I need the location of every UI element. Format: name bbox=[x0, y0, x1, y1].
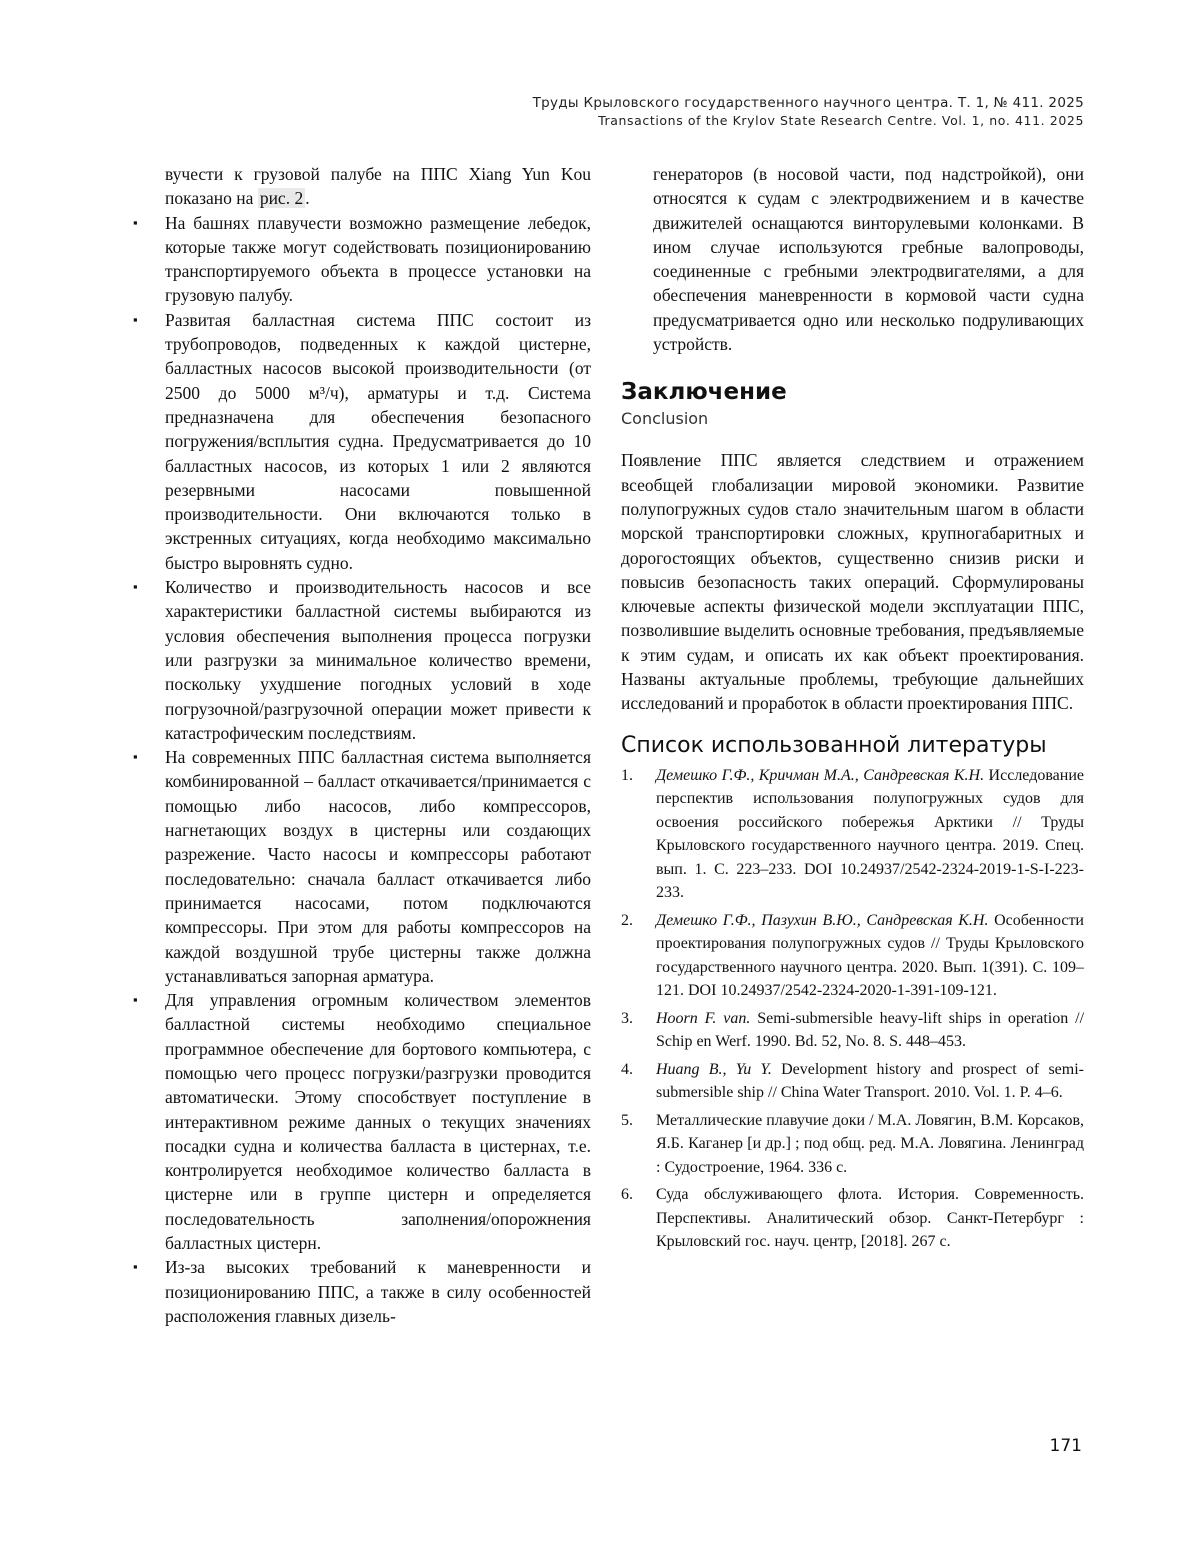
reference-number: 6. bbox=[621, 1186, 633, 1204]
reference-text: Металлические плавучие доки / М.А. Ловягин, В.М. Корсаков, Я.Б. Каганер [и др.] ; под общ. ред. М.А. Ловягина. Ленинград : Судостроение, 1964. 336 с. bbox=[656, 1111, 1084, 1176]
continued-paragraph bbox=[133, 162, 591, 211]
running-header bbox=[533, 94, 1084, 130]
reference-text: Semi-submersible heavy-lift ships in operation // Schip en Werf. 1990. Bd. 52, No. 8. S. 448–453. bbox=[656, 1009, 1085, 1051]
list-item-text: Развитая балластная система ППС состоит из трубопроводов, подведенных к каждой цистерне, балластных насосов высокой производительности (от 2500 до 5000 м³/ч), арматуры и т.д. Система предназначена для обеспечения безопасного погружения/всплытия судна. Предусматривается до 10 балластных насосов, из которых 1 или 2 являются резервными насосами повышенной производительности. Они включаются только в экстренных ситуациях, когда необходимо максимально быстро выровнять судно. bbox=[165, 309, 591, 573]
bullet-icon: ▪ bbox=[133, 579, 138, 595]
reference-item bbox=[621, 909, 1084, 1003]
conclusion-paragraph: Появление ППС является следствием и отражением всеобщей глобализации мировой экономики. Развитие полупогружных судов стало значительным шагом в области морской транспортировки сложных, крупногабаритных и дорогостоящих объектов, существенно снизив риски и повысив безопасность таких операций. Сформулированы ключевые аспекты физической модели эксплуатации ППС, позволившие выделить основные требования, предъявляемые к этим судам, и описать их как объект проектирования. Названы актуальные проблемы, требующие дальнейших исследований и проработок в области проектирования ППС. bbox=[621, 450, 1084, 714]
header-english: Transactions of the Krylov State Research Centre. Vol. 1, no. 411. 2025 bbox=[598, 113, 1084, 128]
reference-item bbox=[621, 1109, 1084, 1180]
list-item-text: Из-за высоких требований к маневренности и позиционированию ППС, а также в силу особенностей расположения главных дизель- bbox=[165, 1257, 591, 1326]
reference-text: Суда обслуживающего флота. История. Современность. Перспективы. Аналитический обзор. Санкт-Петербург : Крыловский гос. науч. центр, [2018]. 267 с. bbox=[656, 1186, 1084, 1251]
header-russian: Труды Крыловского государственного научного центра. Т. 1, № 411. 2025 bbox=[532, 95, 1084, 111]
list-item bbox=[133, 988, 591, 1255]
list-item-text: Количество и производительность насосов и все характеристики балластной системы выбираются из условия обеспечения выполнения процесса погрузки или разгрузки за минимальное количество времени, поскольку ухудшение погодных условий в ходе погрузочной/разгрузочной операции может привести к катастрофическим последствиям. bbox=[165, 577, 591, 743]
bullet-icon: ▪ bbox=[133, 1259, 138, 1275]
list-item bbox=[133, 211, 591, 308]
continued-text-end: . bbox=[305, 188, 310, 209]
reference-number: 5. bbox=[621, 1111, 633, 1129]
reference-authors: Демешко Г.Ф., Пазухин В.Ю., Сандревская К.Н. bbox=[656, 911, 989, 929]
figure-link[interactable]: рис. 2 bbox=[259, 188, 304, 209]
conclusion-subheading: Conclusion bbox=[621, 409, 709, 429]
references-heading: Список использованной литературы bbox=[621, 732, 1047, 758]
list-item bbox=[133, 745, 591, 988]
reference-text: Исследование перспектив использования полупогружных судов для освоения российского побережья Арктики // Труды Крыловского государственного научного центра. 2019. Спец. вып. 1. С. 223–233. DOI 10.24937/2542-2324-2019-1-S-I-223-233. bbox=[656, 766, 1084, 902]
list-item-text: На современных ППС балластная система выполняется комбинированной – балласт откачивается/принимается с помощью либо насосов, либо компрессоров, нагнетающих воздух в цистерны или создающих разрежение. Часто насосы и компрессоры работают последовательно: сначала балласт откачивается либо принимается насосами, потом подключаются компрессоры. При этом для работы компрессоров на каждой воздушной трубе цистерны также должна устанавливаться запорная арматура. bbox=[165, 747, 591, 986]
list-item bbox=[133, 1255, 591, 1328]
left-column bbox=[133, 162, 591, 1328]
page-number: 171 bbox=[1049, 1436, 1082, 1456]
continued-text: вучести к грузовой палубе на ППС Xiang Yun Kou показано на bbox=[165, 164, 591, 209]
references-list bbox=[621, 764, 1084, 1254]
list-item bbox=[133, 575, 591, 745]
conclusion-heading: Заключение bbox=[621, 379, 787, 406]
reference-number: 4. bbox=[621, 1060, 633, 1078]
reference-number: 1. bbox=[621, 766, 633, 784]
list-item-text: На башнях плавучести возможно размещение лебедок, которые также могут содействовать позиционированию транспортируемого объекта в процессе установки на грузовую палубу. bbox=[165, 212, 591, 306]
reference-item bbox=[621, 764, 1084, 905]
reference-item bbox=[621, 1183, 1084, 1254]
bullet-icon: ▪ bbox=[133, 749, 138, 765]
list-item bbox=[133, 308, 591, 575]
bullet-icon: ▪ bbox=[133, 992, 138, 1008]
reference-authors: Демешко Г.Ф., Кричман М.А., Сандревская К.Н. bbox=[656, 766, 985, 784]
reference-item bbox=[621, 1007, 1084, 1054]
reference-text: Особенности проектирования полупогружных судов // Труды Крыловского государственного научного центра. 2020. Вып. 1(391). С. 109–121. DOI 10.24937/2542-2324-2020-1-391-109-121. bbox=[656, 911, 1084, 1000]
right-column bbox=[621, 162, 1084, 1258]
bullet-icon: ▪ bbox=[133, 311, 138, 327]
reference-number: 3. bbox=[621, 1009, 633, 1027]
reference-item bbox=[621, 1058, 1084, 1105]
reference-text: Development history and prospect of semi-submersible ship // China Water Transport. 2010. Vol. 1. P. 4–6. bbox=[656, 1060, 1085, 1102]
bullet-list bbox=[133, 211, 591, 1329]
reference-authors: Hoorn F. van. bbox=[656, 1009, 751, 1027]
bullet-icon: ▪ bbox=[133, 214, 138, 230]
continued-paragraph: генераторов (в носовой части, под надстройкой), они относятся к судам с электродвижением и в качестве движителей оснащаются винторулевыми колонками. В ином случае используются гребные валопроводы, соединенные с гребными электродвигателями, а для обеспечения маневренности в кормовой части судна предусматривается одно или несколько подруливающих устройств. bbox=[653, 164, 1084, 355]
list-item-text: Для управления огромным количеством элементов балластной системы необходимо специальное программное обеспечение для бортового компьютера, с помощью чего процесс погрузки/разгрузки проводится автоматически. Этому способствует поступление в интерактивном режиме данных о текущих значениях посадки судна и количества балласта в цистернах, т.е. контролируется необходимое количество балласта в цистерне или в группе цистерн и определяется последовательность заполнения/опорожнения балластных цистерн. bbox=[165, 990, 591, 1254]
reference-number: 2. bbox=[621, 911, 633, 929]
reference-authors: Huang B., Yu Y. bbox=[656, 1060, 772, 1078]
